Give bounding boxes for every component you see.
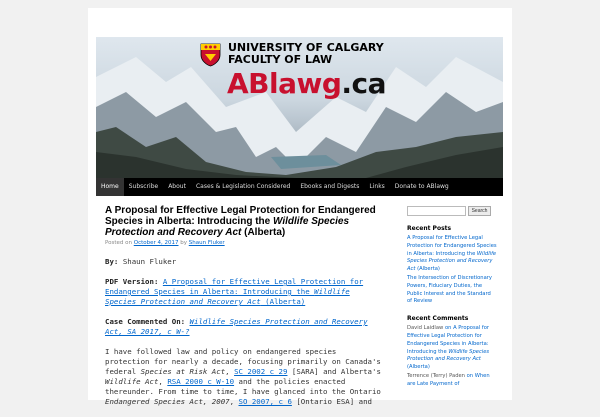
comment-on: on	[443, 325, 454, 332]
site-logo-ab: ABlawg	[227, 67, 342, 100]
university-name: UNIVERSITY OF CALGARY	[228, 41, 384, 54]
recent-post-text: A Proposal for Effective Legal Protection for Endangered Species in Alberta: Introducing the	[407, 235, 497, 257]
intro-comma-1: ,	[225, 367, 235, 376]
wildlife-act-title: Wildlife Act	[105, 377, 159, 386]
recent-posts-list	[407, 235, 497, 306]
intro-text-3: and the policies enacted thereunder. From time to time, I have glanced into the Ontario	[105, 377, 381, 396]
pdf-link-suffix: (Alberta)	[260, 297, 306, 306]
comment-author[interactable]: Terrence (Terry) Paden	[407, 372, 465, 379]
post-title[interactable]	[105, 205, 385, 238]
post-title-suffix: (Alberta)	[241, 227, 286, 238]
sidebar	[407, 205, 497, 390]
so-citation-link[interactable]: SO 2007, c 6	[238, 397, 292, 406]
comment-link-italic: Wildlife Species Protection and Recovery Act	[407, 348, 490, 363]
comment-link-suffix: (Alberta)	[407, 364, 430, 371]
pdf-paragraph	[105, 277, 385, 307]
post-title-italic: Wildlife Species Protection and Recovery Act	[105, 216, 350, 238]
comment-post-link[interactable]: When are Late Payment of	[407, 372, 490, 387]
intro-text-2: [SARA] and Alberta's	[287, 367, 381, 376]
post-meta	[105, 240, 385, 246]
recent-post-suffix: (Alberta)	[415, 266, 440, 273]
post-body	[105, 257, 385, 407]
recent-posts-title: Recent Posts	[407, 225, 452, 232]
post-author-link[interactable]: Shaun Fluker	[188, 240, 225, 246]
sara-citation-link[interactable]: SC 2002 c 29	[234, 367, 288, 376]
university-crest-icon	[200, 43, 221, 67]
main-content	[105, 205, 385, 417]
esa-title: Endangered Species Act, 2007	[105, 397, 230, 406]
recent-post-item[interactable]	[407, 235, 497, 274]
intro-paragraph	[105, 347, 385, 407]
byline-paragraph	[105, 257, 385, 267]
rsa-citation-link[interactable]: RSA 2000 c W-10	[167, 377, 235, 386]
case-link-text: Wildlife Species Protection and Recovery Act, SA 2017, c W-?	[105, 317, 368, 336]
search-input[interactable]	[407, 206, 466, 216]
pdf-link-text: A Proposal for Effective Legal Protection for Endangered Species in Alberta: Introducing the	[105, 277, 364, 296]
recent-comments-title: Recent Comments	[407, 315, 469, 323]
pdf-label: PDF Version:	[105, 277, 159, 286]
nav-home[interactable]: Home	[96, 178, 124, 196]
comment-link-text: A Proposal for Effective Legal Protection for Endangered Species in Alberta: Introducing the	[407, 325, 490, 355]
site-logo-domain: .ca	[341, 67, 387, 100]
post-date-link[interactable]: October 4, 2017	[133, 240, 179, 246]
nav-ebooks-digests[interactable]: Ebooks and Digests	[300, 183, 360, 190]
pdf-link-italic: Wildlife Species Protection and Recovery Act	[105, 287, 350, 306]
recent-post-italic: Wildlife Species Protection and Recovery Act	[407, 250, 497, 273]
comment-item	[407, 373, 497, 389]
intro-comma-2: ,	[158, 377, 168, 386]
case-label: Case Commented On:	[105, 317, 186, 326]
recent-comments-list	[407, 325, 497, 388]
page-container	[88, 8, 512, 406]
comment-item	[407, 325, 497, 372]
main-navigation	[96, 178, 503, 196]
nav-cases-legislation[interactable]: Cases & Legislation Considered	[195, 183, 291, 190]
comment-on: on	[464, 372, 475, 379]
comment-post-link[interactable]	[407, 325, 489, 370]
faculty-name: FACULTY OF LAW	[228, 53, 333, 66]
comment-author[interactable]: David Laidlaw	[407, 325, 444, 332]
post-title-text: A Proposal for Effective Legal Protection for Endangered Species in Alberta: Introducing the	[105, 205, 376, 227]
nav-links[interactable]: Links	[369, 183, 385, 190]
nav-about[interactable]: About	[168, 183, 186, 190]
intro-text-4: [Ontario ESA] and	[291, 397, 372, 406]
nav-subscribe[interactable]: Subscribe	[128, 183, 159, 190]
recent-post-text: The Intersection of Discretionary Powers, Fiduciary Duties, the Public Interest and the Standard of Review	[407, 274, 492, 305]
by-label: By:	[105, 257, 119, 266]
sara-title: Species at Risk Act	[140, 367, 226, 376]
meta-prefix: Posted on	[105, 240, 132, 246]
site-logo[interactable]	[227, 67, 386, 100]
by-name: Shaun Fluker	[122, 257, 177, 266]
search-button[interactable]: Search	[468, 206, 491, 216]
nav-donate[interactable]: Donate to ABlawg	[394, 183, 449, 190]
recent-post-item[interactable]	[407, 275, 497, 306]
case-paragraph	[105, 317, 385, 337]
search-form	[407, 205, 497, 216]
intro-comma-3: ,	[229, 397, 239, 406]
meta-by: by	[180, 240, 187, 246]
intro-text-1: I have followed law and policy on endangered species protection for nearly a decade, focusing primarily on Canada's federal	[105, 347, 381, 376]
